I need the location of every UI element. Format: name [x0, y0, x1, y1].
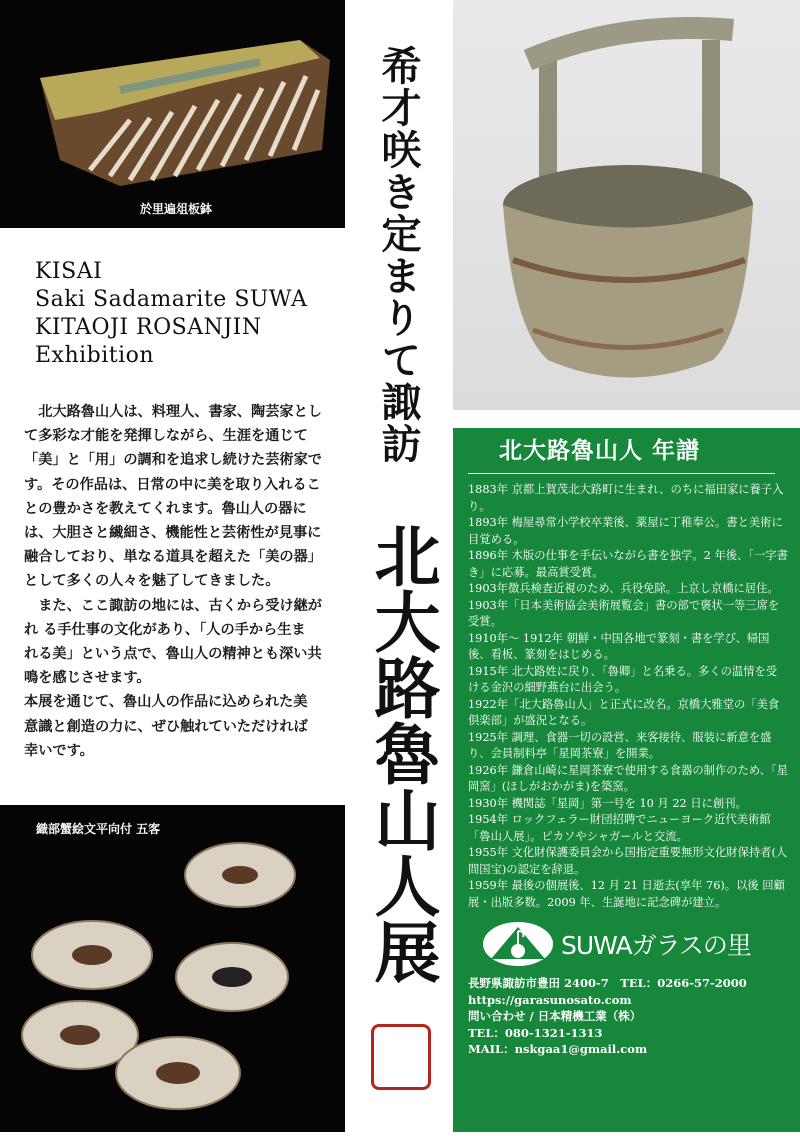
photo-plate	[0, 0, 345, 228]
sponsor-name: SUWAガラスの里	[561, 931, 751, 960]
text-line: す。その作品は、日常の中に美を取り入れるこ	[24, 476, 321, 493]
chronology-entry: 1925年 調理、食器一切の設営、来客接待、服装に新意を盛り、会員制料亭「星岡茶寮」を開業。	[468, 730, 772, 760]
inquiry: 問い合わせ / 日本精機工業（株）	[468, 1009, 642, 1023]
phone: TEL：080-1321-1313	[468, 1025, 603, 1040]
english-title-line: Saki Sadamarite SUWA	[35, 287, 308, 312]
photo-caption: 織部蟹絵文平向付 五客	[36, 822, 161, 836]
chronology-entry: 1915年 北大路姓に戻り、「魯卿」と名乗る。多くの温情を受ける金沢の細野燕台に出会う。	[468, 664, 778, 694]
chronology-entry: 1922年「北大路魯山人」と正式に改名。京橋大雅堂の「美食倶楽部」が盛況となる。	[468, 697, 780, 727]
intro-text	[24, 400, 344, 763]
chronology-entry: 1893年 梅屋尋常小学校卒業後、薬屋に丁稚奉公。書と美術に目覚める。	[468, 516, 783, 546]
photo-caption: 於里遍俎板鉢	[140, 202, 213, 216]
chronology-entry: 1955年 文化財保護委員会から国指定重要無形文化財保持者(人間国宝)の認定を辞退。	[468, 846, 788, 876]
glass-logo-icon	[483, 921, 553, 967]
photo-crab-dishes	[0, 805, 345, 1132]
english-title-line: KITAOJI ROSANJIN	[35, 315, 262, 340]
english-title	[35, 258, 307, 370]
bucket-image	[453, 0, 800, 410]
chronology-entry: 1903年徴兵検査近視のため、兵役免除。上京し京橋に居住。	[468, 582, 779, 595]
chronology-list	[468, 482, 788, 911]
vertical-subtitle: 希才咲き定まりて諏訪	[375, 45, 422, 465]
english-title-line: KISAI	[35, 259, 103, 284]
red-seal	[371, 1024, 431, 1090]
exhibition-title: 北大路魯山人展	[363, 522, 441, 984]
text-line: 融合しており、単なる道具を超えた「美の器」	[24, 549, 322, 566]
text-line: 北大路魯山人は、料理人、書家、陶芸家とし	[24, 404, 322, 420]
text-line: 本展を通じて、魯山人の作品に込められた美	[24, 694, 308, 711]
text-line: れ る手仕事の文化があり、「人の手から生ま	[24, 621, 306, 638]
text-line: 鳴を感じさせます。	[24, 670, 151, 687]
sponsor-logo	[468, 921, 788, 967]
photo-bucket	[453, 0, 800, 410]
text-line: 意識と創造の力に、ぜひ触れていただければ	[24, 718, 308, 735]
plate-image	[0, 0, 345, 228]
email-link[interactable]: MAIL：nskgaa1@gmail.com	[468, 1042, 648, 1056]
crab-dishes-image	[0, 805, 345, 1132]
chronology-entry: 1954年 ロックフェラー財団招聘でニューヨーク近代美術館「魯山人展」。ピカソやシャガールと交流。	[468, 813, 771, 843]
text-line: との豊かさを教えてくれます。魯山人の器に	[24, 500, 307, 517]
text-line: 幸いです。	[24, 742, 94, 759]
chronology-panel	[453, 428, 800, 1132]
contact-info	[468, 975, 788, 1058]
english-title-line: Exhibition	[35, 343, 155, 368]
text-line: 「美」と「用」の調和を追求し続けた芸術家で	[24, 452, 322, 469]
chronology-entry: 1930年 機関誌「星岡」第一号を 10 月 22 日に創刊。	[468, 796, 747, 810]
text-line: て多彩な才能を発揮しながら、生涯を通じて	[24, 428, 308, 445]
chronology-entry: 1959年 最後の個展後、12 月 21 日逝去(享年 76)。以後 回顧展・出版多数。2009 年、生誕地に記念碑が建立。	[468, 879, 785, 909]
chronology-entry: 1896年 木版の仕事を手伝いながら書を独学。2 年後、「一字書き」に応募。最高賞受賞。	[468, 549, 788, 579]
address: 長野県諏訪市豊田 2400-7 TEL：0266-57-2000	[468, 976, 747, 990]
chronology-entry: 1910年～ 1912年 朝鮮・中国各地で篆刻・書を学び、帰国後、看板、篆刻をはじめる。	[468, 631, 770, 661]
divider	[468, 473, 775, 474]
chronology-entry: 1926年 鎌倉山崎に星岡茶寮で使用する食器の制作のため、「星岡窯」(ほしがおかがま)を築窯。	[468, 763, 788, 793]
text-line: れる美」という点で、魯山人の精神とも深い共	[24, 646, 322, 663]
chronology-heading: 北大路魯山人 年譜	[499, 437, 701, 464]
text-line: は、大胆さと繊細さ、機能性と芸術性が見事に	[24, 525, 322, 542]
website-link[interactable]: https://garasunosato.com	[468, 992, 632, 1007]
chronology-entry: 1903年「日本美術協会美術展覧会」書の部で褒状一等三席を受賞。	[468, 598, 780, 628]
text-line: また、ここ諏訪の地には、古くから受け継が	[24, 597, 322, 614]
chronology-entry: 1883年 京都上賀茂北大路町に生まれ、のちに福田家に養子入り。	[468, 483, 784, 513]
text-line: として多くの人々を魅了してきました。	[24, 573, 280, 590]
